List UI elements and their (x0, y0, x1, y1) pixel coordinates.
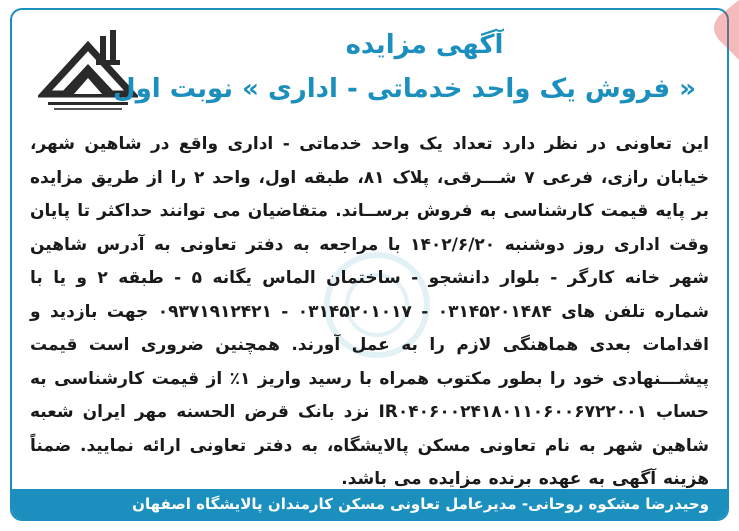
notice-footer: وحیدرضا مشکوه روحانی- مدیرعامل تعاونی مسکن کارمندان پالایشگاه اصفهان (12, 489, 727, 519)
notice-body: این تعاونی در نظر دارد تعداد یک واحد خدماتی - اداری واقع در شاهین شهر، خیابان رازی، فرعی ۷ شـــرقی، پلاک ۸۱، طبقه اول، واحد ۲ را از طریق مزایده بر پایه قیمت کارشناسی به فروش برســاند. متقاضیان می توانند حداکثر تا پایان وقت اداری روز دوشنبه ۱۴۰۲/۶/۲۰ با مراجعه به دفتر تعاونی به آدرس شاهین شهر خانه کارگر - بلوار دانشجو - ساختمان الماس یگانه ۵ - طبقه ۲ و یا با شماره تلفن های ۰۳۱۴۵۲۰۱۴۸۴ - ۰۳۱۴۵۲۰۱۰۱۷ - ۰۹۳۷۱۹۱۲۴۲۱ جهت بازدید و اقدامات بعدی هماهنگی لازم را به عمل آورند. همچنین ضروری است قیمت پیشـــنهادی خود را بطور مکتوب همراه با رسید واریز ۱٪ از قیمت کارشناسی به حساب IR۰۴۰۶۰۰۲۴۱۸۰۱۱۰۶۰۰۶۷۲۲۰۰۱ نزد بانک قرض الحسنه مهر ایران شعبه شاهین شهر به نام تعاونی مسکن پالایشگاه، به دفتر تعاونی ارائه نمایید. ضمناً هزینه آگهی به عهده برنده مزایده می باشد. (30, 134, 710, 489)
notice-title: آگهی مزایده (345, 30, 504, 60)
notice-subtitle: « فروش یک واحد خدماتی - اداری » نوبت اول (113, 74, 696, 104)
corner-watermark-icon (705, 0, 739, 60)
notice-frame (10, 8, 729, 521)
